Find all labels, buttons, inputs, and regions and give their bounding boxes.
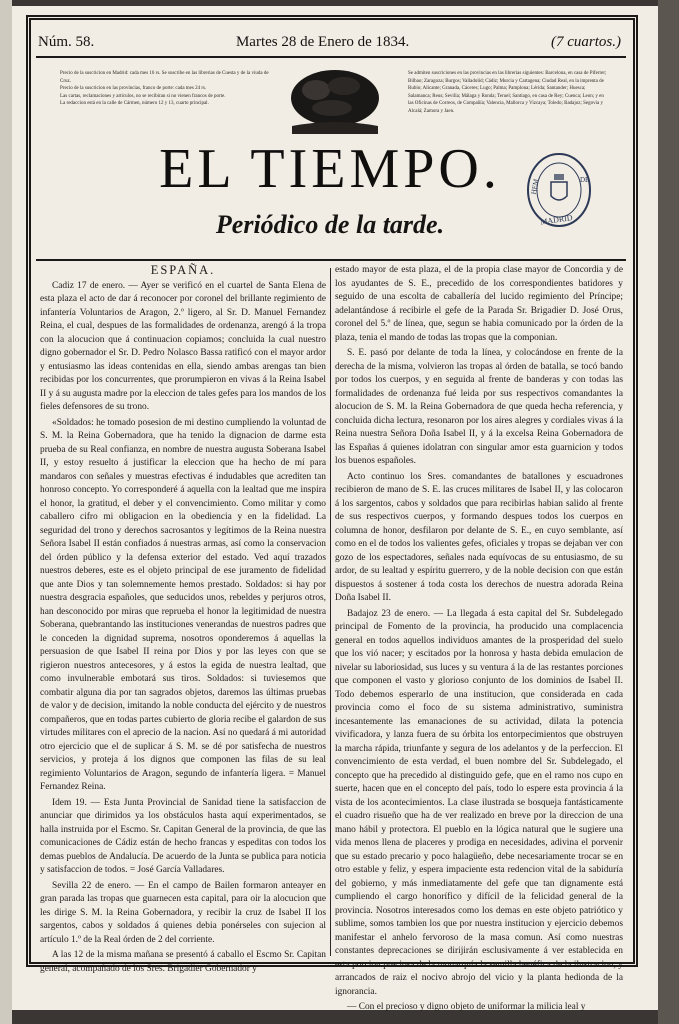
issue-date: Martes 28 de Enero de 1834. bbox=[235, 34, 410, 50]
svg-text:HEM: HEM bbox=[529, 178, 541, 196]
article-paragraph: A las 12 de la misma mañana se presentó á caballo el Escmo Sr. Capitan general, acompañado de los Sres. Brigadier Gobernador y bbox=[40, 950, 326, 974]
masthead-rule bbox=[36, 56, 626, 58]
subscription-left-line: Las cartas, reclamaciones y articulos, no se recibiran si no vienen francos de porte. bbox=[60, 93, 226, 99]
article-paragraph: estado mayor de esta plaza, el de la propia clase mayor de Concordia y de los ayudantes de S. E., precedido de los correspondientes batidores y seguido de una escolta de caballería del lucido regimiento del Príncipe; adelantándose á recibirle el gefe de la Parada Sr. Brigadier D. José Orus, coronel del 5.º de línea, que, segun se habia comunicado por la órden de la plaza, tenia el mando de todas las tropas que la componian. bbox=[335, 265, 623, 343]
left-page-edge bbox=[0, 0, 12, 1024]
article-paragraph: «Soldados: he tomado posesion de mi destino cumpliendo la voluntad de S. M. la Reina Gobernadora, que ha tenido la dignacion de darme esta prueba de su Real confianza, en nombre de nuestra augusta Soberana Isabel II, y estoy resuelto á justificar la eleccion que ha hecho de mí para mandaros con señales y muestras efectivas é indudables que acrediten tan honroso concepto. Yo corresponderé á aquella con la lealtad que me inspira el honor, la gratitud, el deber y el convencimiento. Como militar y como caballero cifro mi obligacion en la obediencia y en la fidelidad. La seguridad del trono y derechos sacrosantos y legítimos de la Reina nuestra Señora Isabel II están confiados á nuestras armas, así como la conservacion del órden público y la defensa exterior del estado. Ved aquí trazados nuestros deberes, este es el objeto principal de ese juramento de fidelidad que ante Dios y tan solemnemente hemos prestado. Soldados: si hay por nuestra desgracia españoles, que seducidos unos, rebeldes y perjuros otros, han desconocido por miras que reprueba el honor la legitimidad de nuestra Soberana, quebrantando las instituciones venerandas de nuestros padres que le conceden la dignidad suprema, nosotros oponderemos á aquellas la persuasion de que Isabel II reina por Dios y por las leyes con que se rigieron nuestros antecesores, y á estos la egida de nuestra lealtad, que como invulnerable embotará sus tiros. Soldados: si tuviesemos que combatir alguna dia por tan sagrados objetos, daremos las últimas pruebas de valor y de decision, imitando la noble conducta del ejército y de nuestros compañeros, que en todas partes cubierto de gloria recibe el galardon de sus virtudes militares con el aprecio de la nacion. Así no quedará á mi autoridad otro ejercicio que el de suplicar á S. M. se dé por satisfecha de nuestros servicios, y proteja á los dignos que componen las filas de su leal regimiento Voluntarios de Aragon, segundo de infantería ligera. = Manuel Fernandez Reina. bbox=[40, 417, 326, 792]
subscription-right: Se admiten suscriciones en las provincias en las librerias siguientes: Barcelona, en casa de Piferrer; Bilbao; Zaragoza; Burgos; Valladolid; Cádiz; Murcia y Cartagena; Ciudad Real, en la imprenta de Rubio; Alicante; Granada, Cáceres; Lugo; Palma; Pamplona; Lérida; Santander; Huesca; Salamanca; Reus; Sevilla; Málaga y Ronda; Teruel; Santiago, en casa de Rey; Cuenca; Leon; y en las Oficinas de Correos, de Compañía; Valencia, Mallorca y Vizcaya; Toledo; Badajoz; Segovia y Alcalá; Zamora y Jaen. bbox=[408, 71, 607, 114]
article-paragraph: Cadiz 17 de enero. — Ayer se verificó en el cuartel de Santa Elena de esta plaza el acto de dar á reconocer por coronel del brillante regimiento de infantería Voluntarios de Aragon, 2.º ligero, al Sr. D. Manuel Fernandez Reina, el cual, despues de las formalidades de ordenanza, arengó á la tropa con la alocucion que á continuacion copiamos; concluida la cual nuestro digno gobernador el Sr. D. Pedro Nolasco Bassa ratificó con el mayor ardor y entusiasmo las ideas contenidas en ella, siendo ambas arengas tan bien recibidas por los concurrentes, que prorumpieron en vivas á la Reina Isabel II y á su augusta madre por la eleccion de tales gefes para los mandos de los fieles defensores de su trono. bbox=[40, 280, 326, 412]
newspaper-title: EL TIEMPO. bbox=[159, 138, 501, 200]
issue-price: (7 cuartos.) bbox=[550, 34, 621, 50]
column-divider bbox=[330, 268, 331, 956]
masthead bbox=[28, 34, 631, 51]
subscription-left-line: Precio de la suscricion en las provincias, franco de porte: cada mes 24 rs. bbox=[60, 86, 207, 91]
left-column bbox=[40, 263, 326, 974]
svg-text:MADRID: MADRID bbox=[539, 213, 574, 227]
binding-shadow bbox=[658, 0, 679, 1024]
library-stamp bbox=[526, 152, 592, 228]
svg-text:DE: DE bbox=[580, 176, 590, 184]
article-paragraph: Idem 19. — Esta Junta Provincial de Sanidad tiene la satisfaccion de anunciar que dirimidos ya los obstáculos hasta aquí experimentados, se halla instruida por el Escmo. Sr. Capitan General de la provincia, de que las comunicaciones de Cádiz están de hecho francas y espeditas con todos los demas pueblos de Andalucía. De acuerdo de la Junta se publica para noticia y satisfaccion de todos. = José García Valladares. bbox=[40, 797, 326, 875]
section-heading: ESPAÑA. bbox=[150, 263, 216, 277]
issue-number: Núm. 58. bbox=[38, 34, 95, 50]
article-paragraph: Badajoz 23 de enero. — La llegada á esta capital del Sr. Subdelegado principal de Fomento de la provincia, ha producido una complacencia general en todos aquellos individuos amantes de la prosperidad del suelo que los vió nacer; y escitados por la honrosa y hasta debida emulacion de nivelar su laboriosidad, sus luces y su ventura á la de las restantes porciones que componen el vasto y glorioso conjunto de los dominios de Isabel II. Todo debemos esperarlo de una institucion, que considerada en cada provincia como el foco de su sistema administrativo, suministra incesantemente las emanaciones de su actividad, dilata la potencia vivificadora, y lanza fuera de su órbita los entorpecimientos que obstruyen la marcha rápida, triunfante y segura de los adelantos y de la perfeccion. El convencimiento de esta verdad, el buen nombre del Sr. Subdelegado, el concepto que ha precedido al distinguido gefe, que en el ramo nos cupo en suerte, hacen que en el concepto del país, todo lo espere esta provincia á la vista de los acontecimientos. La clase ilustrada se bosqueja fantásticamente el cuadro risueño que ha de ver realizado en breve por la direccion de una mano hábil y protectora. El pueblo en la lógica natural que le sugiere una vida menos llena de placeres y prodiga en necesidades, adivina el porvenir que su estado precario y poco halagüeño, debe necesariamente trocar se en otro estable y feliz, y espera impaciente esta redencion vital de la sabiduría del gobierno, y más inmediatamente del gefe que tan dignamente está cumpliendo el cargo honorífico y difícil de la felicidad general de la provincia. Nosotros interesados como los demas en este objeto patriótico y sublime, somos tambien los que por nuestra institucion y ejercicio debemos manifestar el anhelo fervoroso de la masa comun. Así como nuestras constantes deprecaciones se dirijirán esclusivamente á ver establecida en esta porcion preciosa de la monarquía la semilla benéfica de la ilustracion, y arrancados de raiz el nocivo abrojo del vicio y la planta hedionda de la ignorancia. bbox=[335, 608, 623, 997]
subscription-left bbox=[60, 70, 280, 126]
article-paragraph: Sevilla 22 de enero. — En el campo de Bailen formaron anteayer en gran parada las tropas que guarnecen esta capital, para oir la alocucion que les dirige S. M. la Reina Gobernadora, y recibir la cruz de Isabel II los sargentos, cabos y soldados á quienes debia ponérseles con sujecion al artículo 1.º de la Real órden de 2 del corriente. bbox=[40, 880, 326, 945]
article-paragraph: — Con el precioso y digno objeto de uniformar la milicia leal y bbox=[347, 1002, 586, 1012]
masthead-vignette bbox=[286, 64, 384, 138]
title-rule bbox=[36, 259, 626, 261]
article-paragraph: S. E. pasó por delante de toda la línea, y colocándose en frente de la derecha de la misma, volvieron las tropas al órden de batalla, se tocó bando por todos los cuerpos, y en seguida al frente de banderas y con todas las formalidades de ordenanza fué leida por sus respectivos comandantes la alocucion de S. M. la Reina Gobernadora de que queda hecha referencia, y concluida dicha lectura, resonaron por los aires alegres y cordiales vivas á la Reina nuestra Señora Doña Isabel II, y á la excelsa Reina Gobernadora de las Españas á quienes idolatran con singular amor esta guarnicion y todos los buenos españoles. bbox=[335, 348, 623, 466]
right-column bbox=[335, 264, 623, 1012]
subscription-left-line: Precio de la suscricion en Madrid: cada mes 16 rs. Se suscribe en las librerias de Cuesta y de la viuda de Cruz. bbox=[60, 71, 269, 84]
subscription-left-line: La redaccion está en la calle de Cármen, número 12 y 13, cuarto principal. bbox=[60, 101, 209, 106]
article-paragraph: Acto continuo los Sres. comandantes de batallones y escuadrones recibieron de mano de S. E. las cruces militares de Isabel II, y las colocaron á los sargentos, cabos y soldados que para recibirlas habian salido al frente de sus respectivos cuerpos, y formando despues todos los cuerpos en columna de honor, desfilaron por delante de S. E., en cuyo semblante, así como en el de todos los valientes gefes, oficiales y tropas se dejaban ver con gozo de los espectadores, señales nada equívocas de su entusiasmo, de su ardor, de su lealtad y espíritu guerrero, y de la noble decision con que están dispuestos á sostener á toda costa los derechos de nuestra adorada Reina Doña Isabel II. bbox=[335, 471, 623, 603]
newspaper-subtitle: Periódico de la tarde. bbox=[215, 210, 445, 239]
